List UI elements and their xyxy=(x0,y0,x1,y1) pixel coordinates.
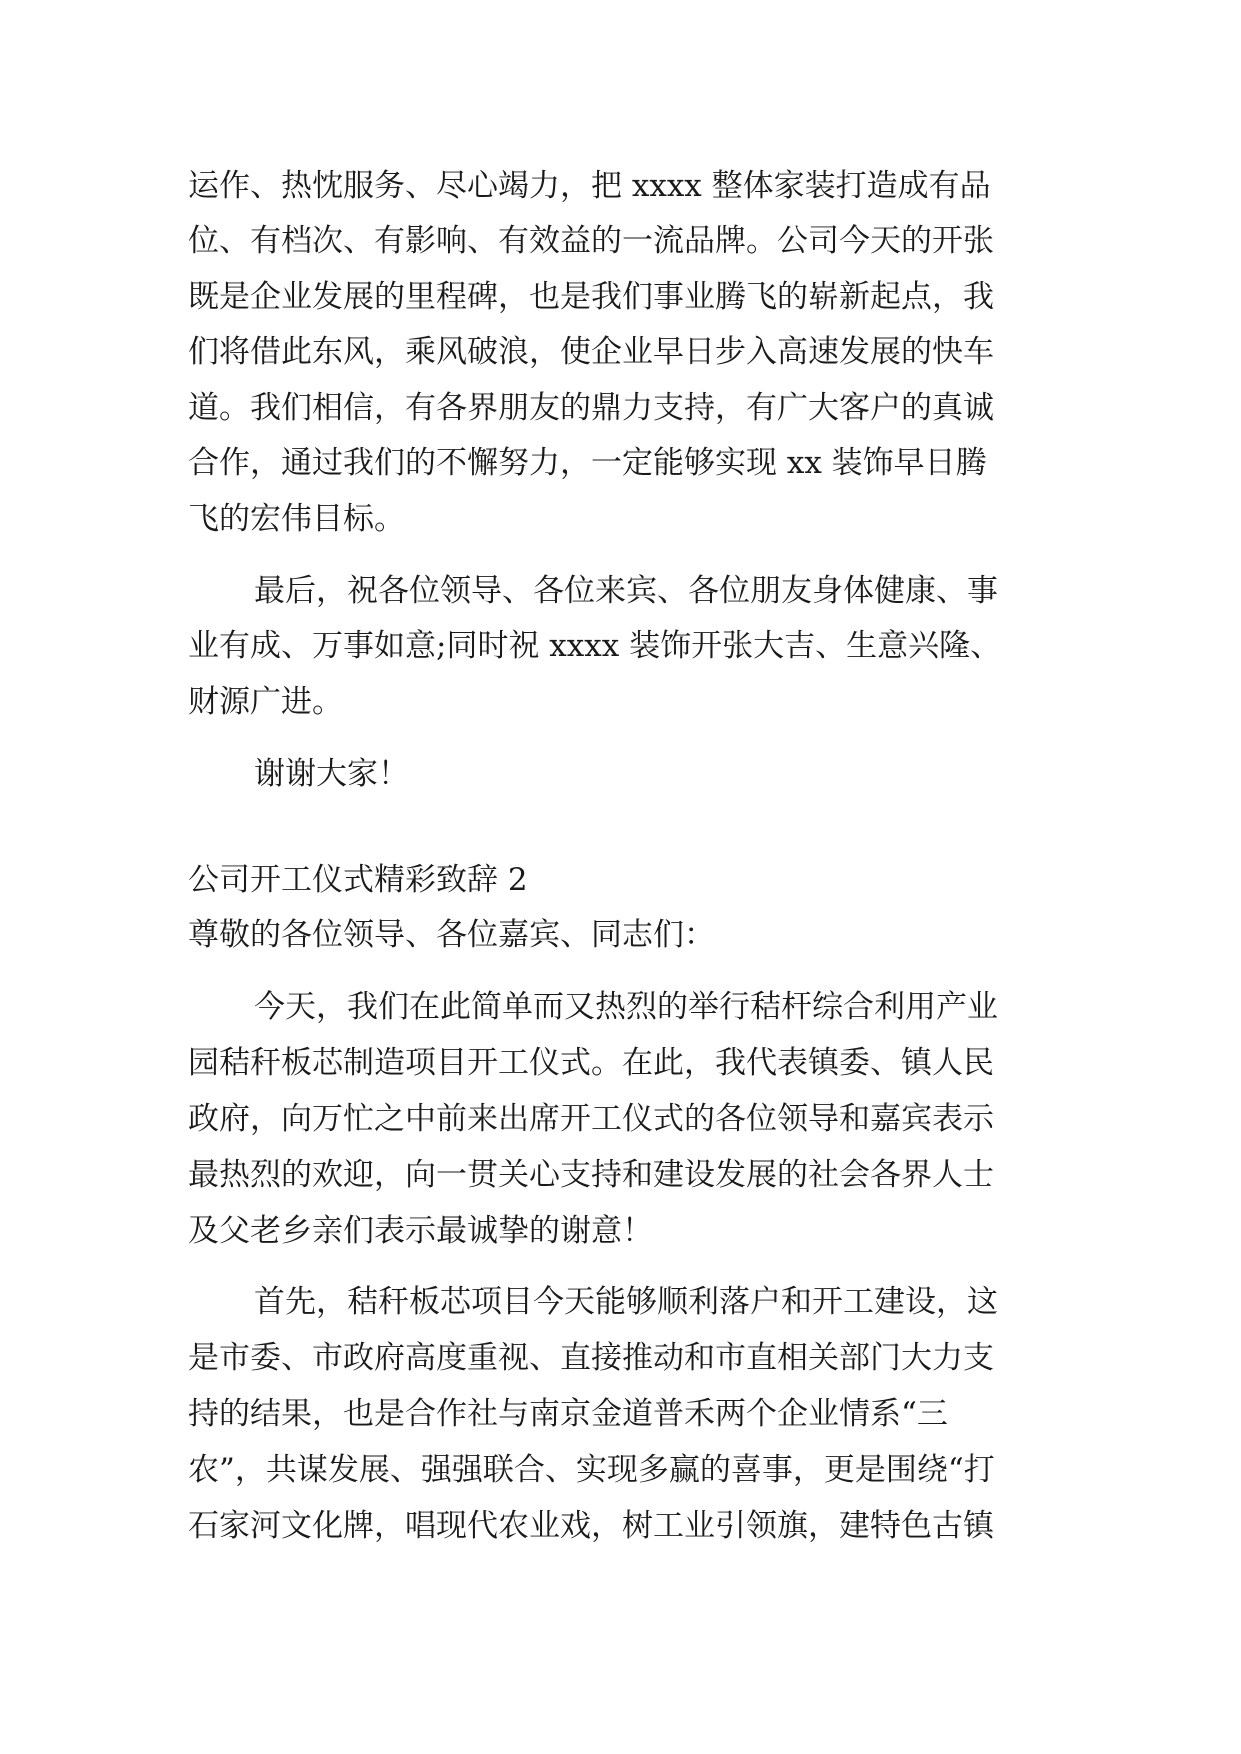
text-line: 们将借此东风，乘风破浪，使企业早日步入高速发展的快车 xyxy=(188,334,994,370)
text-line: 位、有档次、有影响、有效益的一流品牌。公司今天的开张 xyxy=(188,223,994,259)
text-line: 最后，祝各位领导、各位来宾、各位朋友身体健康、事 xyxy=(254,573,998,609)
text-line: 最热烈的欢迎，向一贯关心支持和建设发展的社会各界人士 xyxy=(188,1157,994,1193)
text-line: 首先，秸秆板芯项目今天能够顺利落户和开工建设，这 xyxy=(254,1284,998,1320)
text-line: 既是企业发展的里程碑，也是我们事业腾飞的崭新起点，我 xyxy=(188,279,994,315)
text-line: 持的结果，也是合作社与南京金道普禾两个企业情系“三 xyxy=(188,1396,948,1432)
text-line: 运作、热忱服务、尽心竭力，把 xxxx 整体家装打造成有品 xyxy=(188,168,991,204)
text-line: 财源广进。 xyxy=(188,684,343,720)
salutation: 尊敬的各位领导、各位嘉宾、同志们： xyxy=(188,917,715,953)
text-line: 及父老乡亲们表示最诚挚的谢意！ xyxy=(188,1213,653,1249)
text-line: 园秸秆板芯制造项目开工仪式。在此，我代表镇委、镇人民 xyxy=(188,1045,994,1081)
text-line: 今天，我们在此简单而又热烈的举行秸杆综合利用产业 xyxy=(254,989,998,1025)
text-line: 是市委、市政府高度重视、直接推动和市直相关部门大力支 xyxy=(188,1340,994,1376)
text-line: 道。我们相信，有各界朋友的鼎力支持，有广大客户的真诚 xyxy=(188,390,994,426)
text-line: 合作，通过我们的不懈努力，一定能够实现 xx 装饰早日腾 xyxy=(188,445,987,481)
text-line: 业有成、万事如意;同时祝 xxxx 装饰开张大吉、生意兴隆、 xyxy=(188,628,1002,664)
text-line: 农”，共谋发展、强强联合、实现多赢的喜事，更是围绕“打 xyxy=(188,1452,995,1488)
closing-line: 谢谢大家！ xyxy=(254,756,409,792)
text-line: 飞的宏伟目标。 xyxy=(188,501,405,537)
text-line: 石家河文化牌，唱现代农业戏，树工业引领旗，建特色古镇 xyxy=(188,1508,994,1544)
text-line: 政府，向万忙之中前来出席开工仪式的各位领导和嘉宾表示 xyxy=(188,1101,994,1137)
section-title: 公司开工仪式精彩致辞 2 xyxy=(188,862,528,898)
